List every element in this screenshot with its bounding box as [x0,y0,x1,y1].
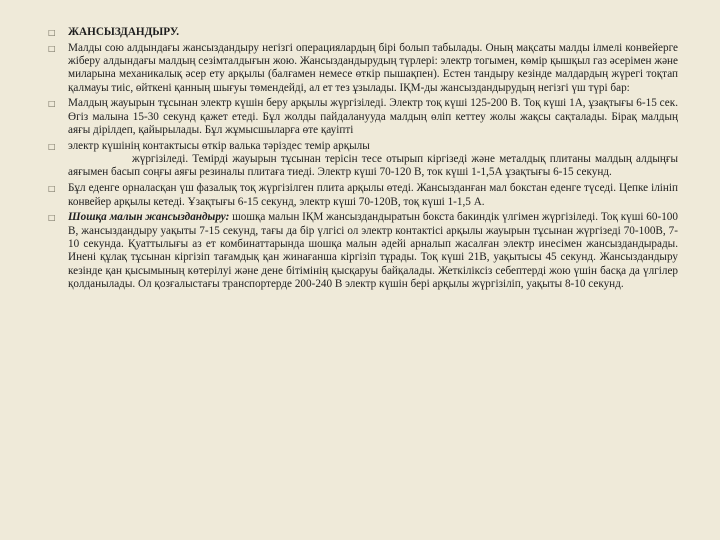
paragraph-pig: шошқа малын ІҚМ жансыздандыратын бокста бакиндік үлгімен жүргізіледі. Тоқ күші 60-100 В, жансыздандыру уақыты 7-15 секунд, тағы да бір үлгісі ол электр контактісі арқылы жауырын тұсынан жүргізеді 70-100В, 7-10 секунда. Қуаттылығы аз ет комбинаттарында шошқа малын әдейі арналып жасалған электр инесімен жансыздандырады. Инені құлақ тұсынан кіргізіп тағамдық қан жинағанша кіргізіп тұрады. Тоқ күші 21В, уақытысы 45 секунд. Жансыздандыру кезінде қан қысымының көтерілуі және дене бітімінің қысқаруы байқалады. Жеткіліксіз себептерді жою үшін басқа да үлгілер қолданылады. Ол қозғалыстағы транспортерде 200-240 В электр күшін бері арқылы жүргізіліп, уақыты 8-10 секунд. [68,211,678,290]
bullet-list [48,26,678,294]
paragraph-intro: Малды сою алдындағы жансыздандыру негізгі операциялардың бірі болып табылады. Оның мақсаты малды ілмелі конвейерге жіберу алдындағы малдың сезімталдығын жою. Жансыздандырудың түрлері: электр тогымен, көмір қышқыл газ әсерімен және миларына механикалық әсер ету арқылы (балғамен немесе өткір пышақпен). Естен тандыру кезінде малдардың жүрегі тоқтап қалмауы тиіс, өйткені қанның шығуы төмендейді, ал ет тез ұзылады. ІҚМ-ды жансыздандырудың негізгі үш түрі бар: [68,41,678,94]
paragraph-method-3: Бұл еденге орналасқан үш фазалық тоқ жүргізілген плита арқылы өтеді. Жансызданған мал бокстан еденге түседі. Цепке ілініп конвейер арқылы кетеді. Ұзақтығы 6-15 секунд, электр күші 70-120В, тоқ күші 1-1,5 А. [68,182,678,208]
paragraph-method-2-line2: жүргізіледі. Темірді жауырын тұсынан терісін тесе отырып кіргізеді және металдық плитаны малдың алдыңғы аяғымен басып соңғы аяғы резиналы плитаға тиеді. Электр күші 70-120 В, ток күші 1-1,5А ұзақтығы 6-15 секунд. [68,153,678,179]
list-item-title [48,26,678,39]
section-title: ЖАНСЫЗДАНДЫРУ. [68,26,180,38]
square-bullet-icon: □ [48,99,56,109]
square-bullet-icon: □ [48,184,56,194]
square-bullet-icon: □ [48,141,56,151]
pig-stunning-heading: Шошқа малын жансыздандыру: [68,211,230,224]
square-bullet-icon: □ [48,43,56,53]
list-item-pig [48,211,678,291]
square-bullet-icon: □ [48,28,56,37]
list-item-method-1 [48,97,678,137]
square-bullet-icon: □ [48,213,56,223]
list-item-method-2 [48,140,678,180]
paragraph-method-1: Малдың жауырын тұсынан электр күшін беру арқылы жүргізіледі. Электр тоқ күші 125-200 В. Тоқ күші 1А, ұзақтығы 6-15 сек. Өгіз малына 15-30 секунд қажет етеді. Бұл жолды пайдаланууда малдың өліп кеттеу жолы жақсы сақталады. Бірақ малдың аяғы дірілдеп, қайырылады. Бұл жұмысшыларға өте қауіпті [68,97,678,137]
paragraph-method-2-line1: электр күшінің контактысы өткір валька тәріздес темір арқылы [68,139,370,152]
list-item-method-3 [48,182,678,209]
list-item-intro [48,42,678,95]
paragraph-method-2-body [68,153,678,180]
